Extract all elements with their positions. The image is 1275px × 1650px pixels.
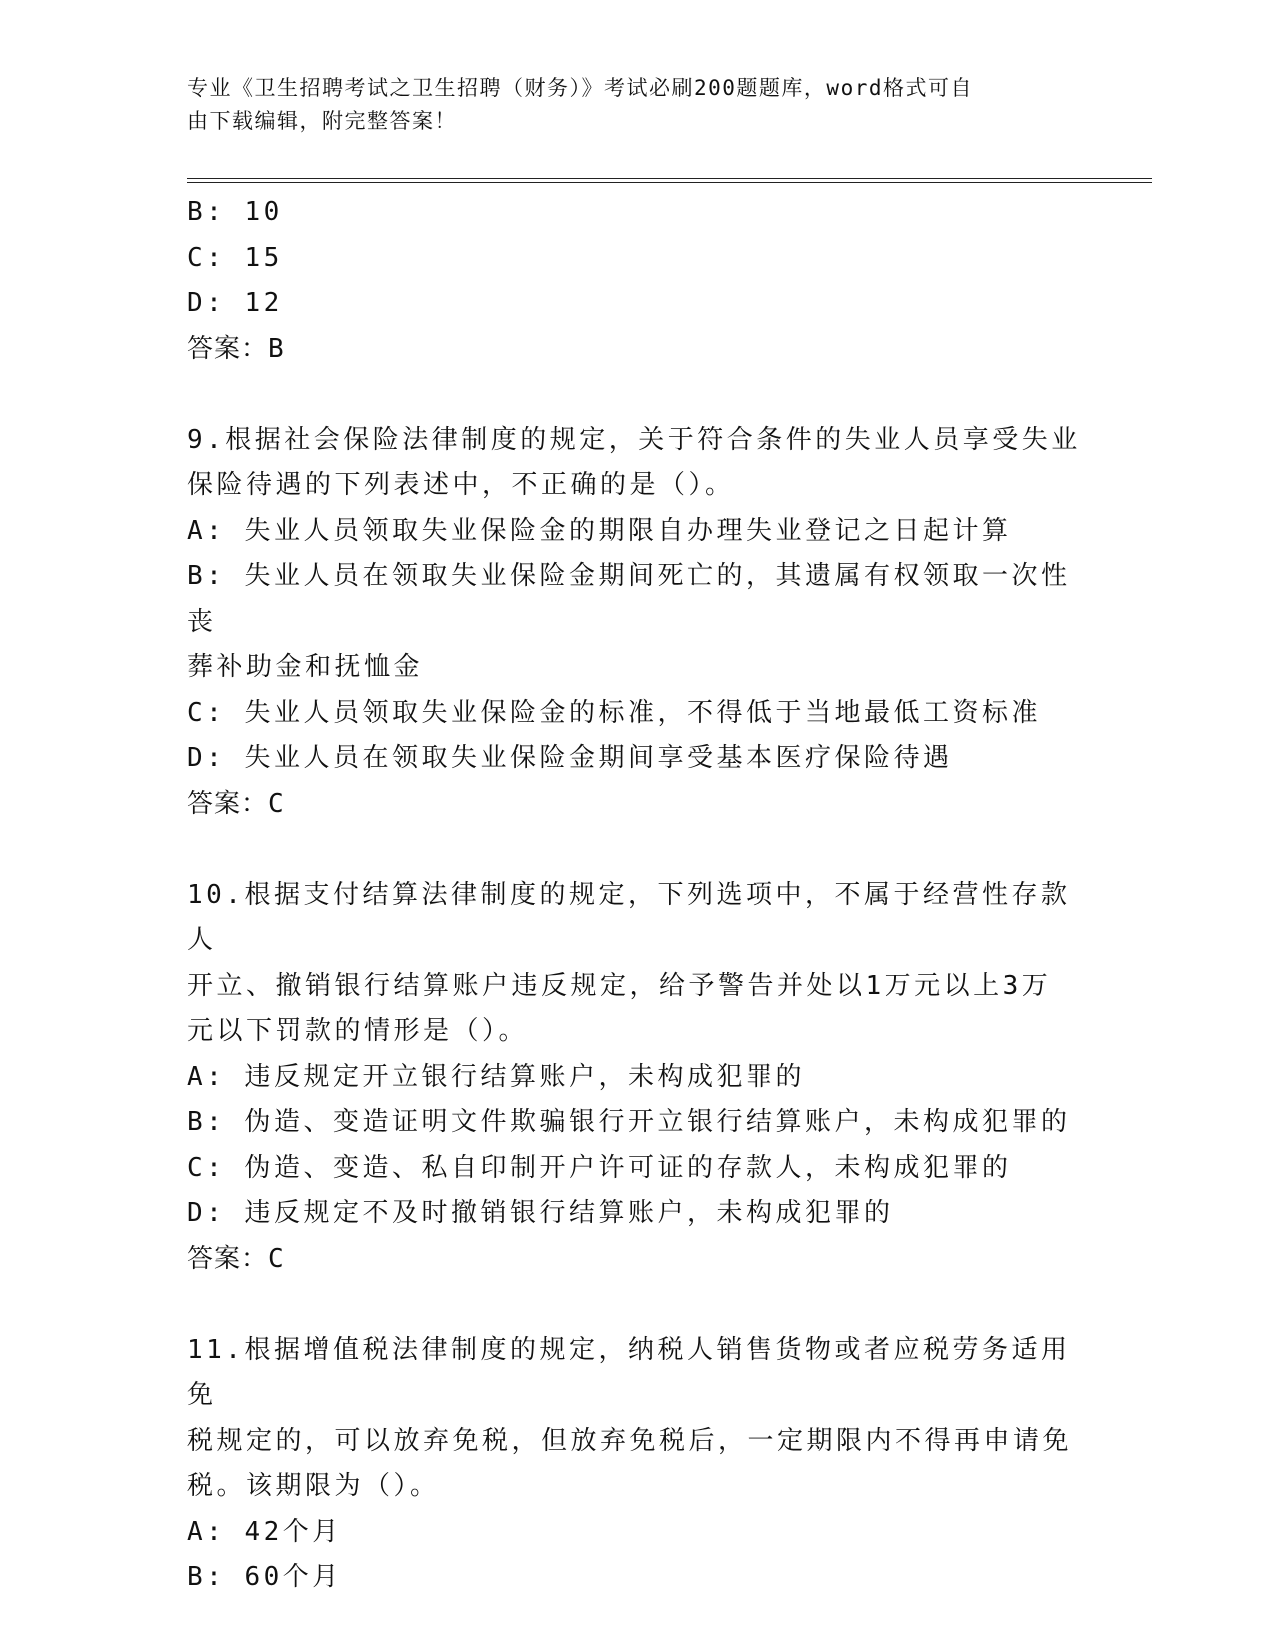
option-d: D: 12 — [187, 288, 283, 318]
header-title-line-2: 由下载编辑，附完整答案！ — [187, 109, 457, 133]
option-b: B: 60个月 — [187, 1562, 342, 1592]
question-stem: 税。该期限为（）。 — [187, 1471, 440, 1501]
question-10 — [187, 873, 1087, 1283]
question-stem: 11.根据增值税法律制度的规定，纳税人销售货物或者应税劳务适用免 — [187, 1334, 1071, 1410]
option-c: C: 失业人员领取失业保险金的标准，不得低于当地最低工资标准 — [187, 697, 1041, 728]
header-title-line-1: 专业《卫生招聘考试之卫生招聘（财务）》考试必刷200题题库，word格式可自 — [187, 76, 973, 100]
option-d: D: 失业人员在领取失业保险金期间享受基本医疗保险待遇 — [187, 743, 953, 773]
answer: 答案：C — [187, 1243, 285, 1274]
option-c: C: 伪造、变造、私自印制开户许可证的存款人，未构成犯罪的 — [187, 1152, 1012, 1183]
spacer — [187, 372, 1087, 418]
option-b: B: 伪造、变造证明文件欺骗银行开立银行结算账户，未构成犯罪的 — [187, 1107, 1071, 1137]
header-divider-bottom — [187, 182, 1152, 183]
answer: 答案：C — [187, 788, 285, 819]
option-c: C: 15 — [187, 242, 283, 273]
option-a: A: 42个月 — [187, 1516, 342, 1547]
question-stem: 9.根据社会保险法律制度的规定，关于符合条件的失业人员享受失业 — [187, 424, 1081, 455]
option-b: B: 10 — [187, 197, 283, 227]
header-divider-top — [187, 178, 1152, 179]
question-9 — [187, 418, 1087, 828]
question-stem: 保险待遇的下列表述中，不正确的是（）。 — [187, 470, 735, 500]
answer: 答案：B — [187, 333, 285, 364]
spacer — [187, 827, 1087, 873]
question-stem: 10.根据支付结算法律制度的规定，下列选项中，不属于经营性存款人 — [187, 879, 1071, 955]
question-stem: 开立、撤销银行结算账户违反规定，给予警告并处以1万元以上3万 — [187, 970, 1052, 1001]
option-d: D: 违反规定不及时撤销银行结算账户，未构成犯罪的 — [187, 1198, 894, 1228]
question-stem: 税规定的，可以放弃免税，但放弃免税后，一定期限内不得再申请免 — [187, 1425, 1073, 1456]
option-b: B: 失业人员在领取失业保险金期间死亡的，其遗属有权领取一次性丧 — [187, 561, 1071, 637]
document-header — [187, 72, 1087, 138]
option-a: A: 失业人员领取失业保险金的期限自办理失业登记之日起计算 — [187, 515, 1012, 546]
question-11 — [187, 1328, 1087, 1601]
question-8 — [187, 190, 1087, 372]
question-list — [187, 190, 1087, 1601]
spacer — [187, 1282, 1087, 1328]
option-a: A: 违反规定开立银行结算账户，未构成犯罪的 — [187, 1061, 805, 1092]
question-stem: 元以下罚款的情形是（）。 — [187, 1016, 529, 1046]
option-b-continued: 葬补助金和抚恤金 — [187, 652, 424, 682]
